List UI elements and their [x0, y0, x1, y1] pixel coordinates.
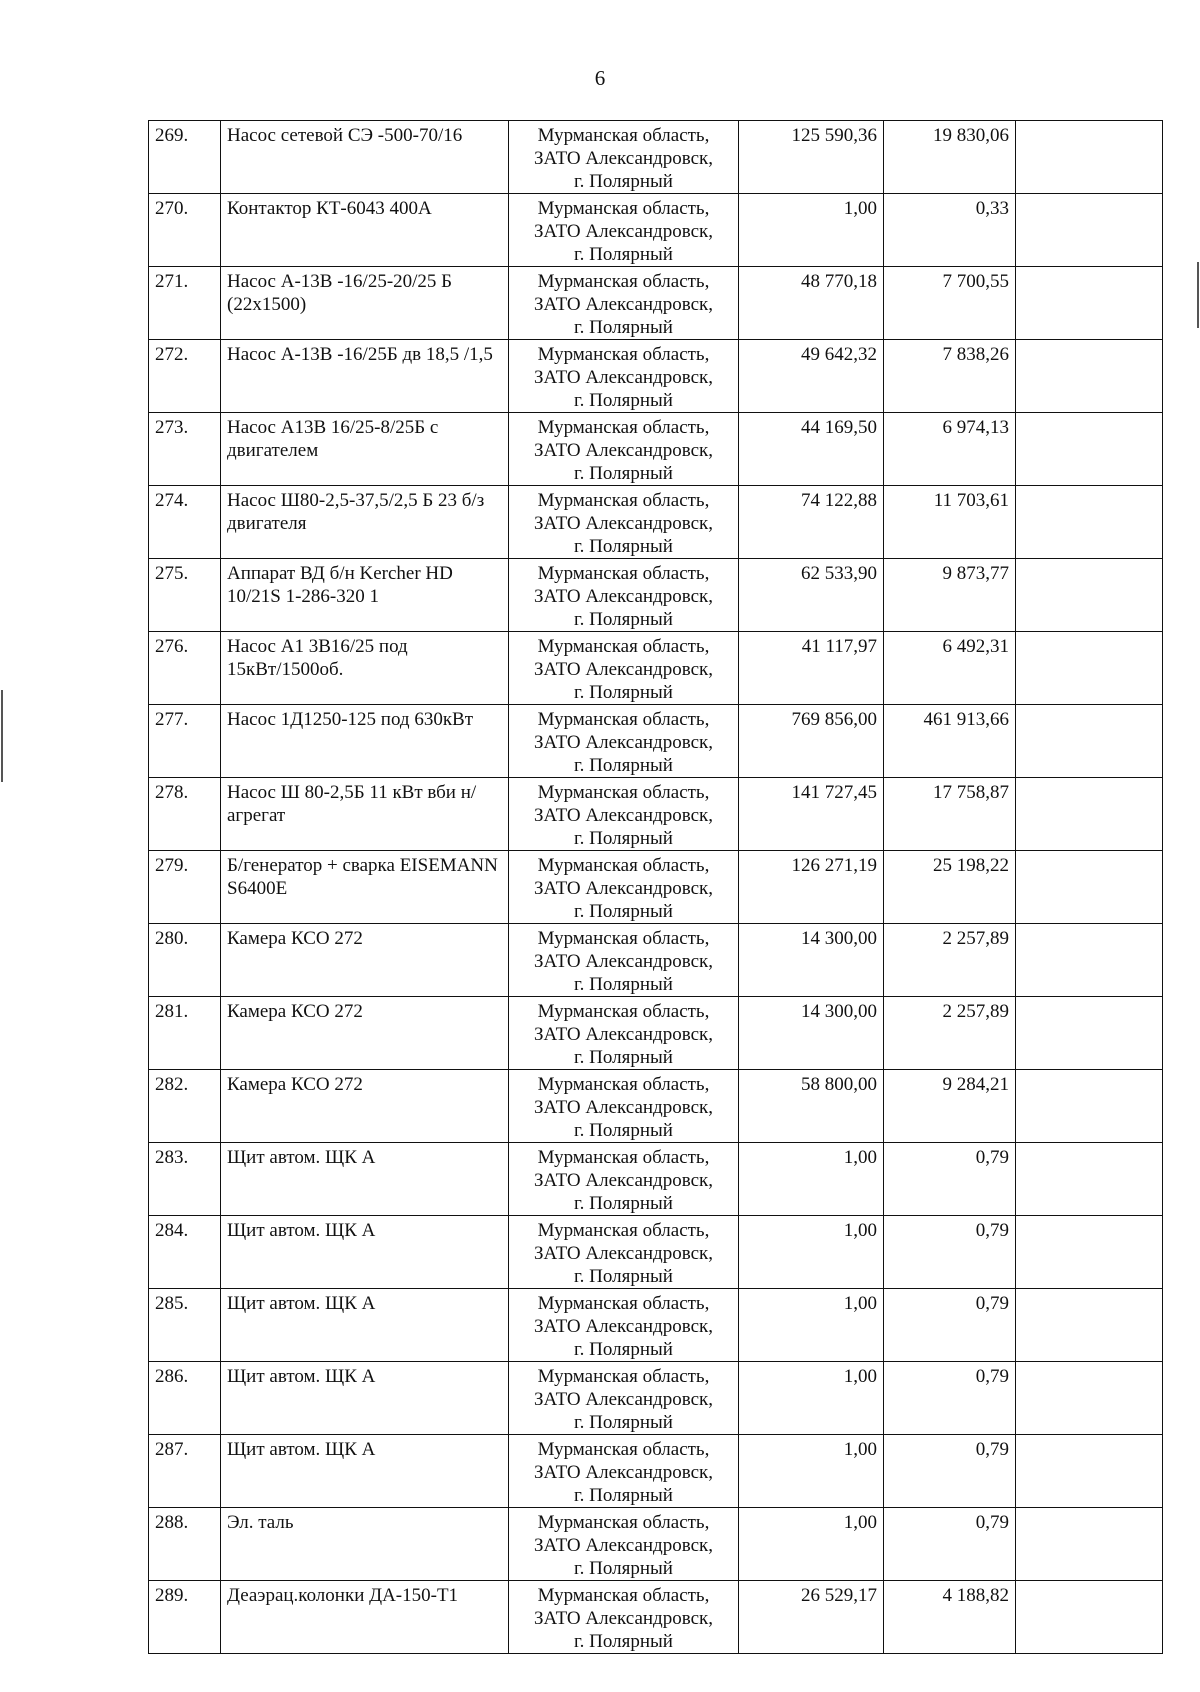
item-address	[509, 267, 739, 340]
table-row	[149, 1070, 1163, 1143]
scan-edge-mark-left	[1, 690, 3, 782]
table-row	[149, 486, 1163, 559]
item-address	[509, 340, 739, 413]
table-row	[149, 1362, 1163, 1435]
book-value: 1,00	[739, 1435, 884, 1508]
address-line: ЗАТО Александровск,	[534, 732, 713, 753]
table-row	[149, 632, 1163, 705]
address-line: г. Полярный	[574, 536, 673, 557]
book-value: 125 590,36	[739, 121, 884, 194]
residual-value: 25 198,22	[884, 851, 1016, 924]
book-value: 126 271,19	[739, 851, 884, 924]
row-number: 274.	[149, 486, 221, 559]
item-name: Камера КСО 272	[221, 924, 509, 997]
address-line: г. Полярный	[574, 1339, 673, 1360]
address-line: г. Полярный	[574, 390, 673, 411]
row-number: 281.	[149, 997, 221, 1070]
address-line: Мурманская область,	[537, 1074, 710, 1095]
item-address	[509, 1508, 739, 1581]
address-line: Мурманская область,	[537, 855, 710, 876]
residual-value: 4 188,82	[884, 1581, 1016, 1654]
item-name: Деаэрац.колонки ДА-150-Т1	[221, 1581, 509, 1654]
row-number: 284.	[149, 1216, 221, 1289]
address-line: ЗАТО Александровск,	[534, 1243, 713, 1264]
item-name: Насос сетевой СЭ -500-70/16	[221, 121, 509, 194]
empty-cell	[1016, 413, 1163, 486]
residual-value: 0,79	[884, 1362, 1016, 1435]
address-line: г. Полярный	[574, 1266, 673, 1287]
empty-cell	[1016, 1362, 1163, 1435]
table-row	[149, 1581, 1163, 1654]
address-line: Мурманская область,	[537, 636, 710, 657]
address-line: ЗАТО Александровск,	[534, 659, 713, 680]
book-value: 48 770,18	[739, 267, 884, 340]
empty-cell	[1016, 1289, 1163, 1362]
table-row	[149, 1216, 1163, 1289]
row-number: 275.	[149, 559, 221, 632]
address-line: Мурманская область,	[537, 1147, 710, 1168]
address-line: ЗАТО Александровск,	[534, 586, 713, 607]
address-line: г. Полярный	[574, 171, 673, 192]
item-name: Щит автом. ЩК А	[221, 1362, 509, 1435]
item-address	[509, 1289, 739, 1362]
empty-cell	[1016, 121, 1163, 194]
row-number: 287.	[149, 1435, 221, 1508]
book-value: 1,00	[739, 1143, 884, 1216]
empty-cell	[1016, 1070, 1163, 1143]
empty-cell	[1016, 1143, 1163, 1216]
item-address	[509, 486, 739, 559]
book-value: 14 300,00	[739, 924, 884, 997]
empty-cell	[1016, 1435, 1163, 1508]
book-value: 41 117,97	[739, 632, 884, 705]
item-address	[509, 632, 739, 705]
table-row	[149, 194, 1163, 267]
row-number: 270.	[149, 194, 221, 267]
empty-cell	[1016, 267, 1163, 340]
table-row	[149, 851, 1163, 924]
item-address	[509, 1362, 739, 1435]
table-row	[149, 340, 1163, 413]
row-number: 273.	[149, 413, 221, 486]
table-row	[149, 559, 1163, 632]
empty-cell	[1016, 486, 1163, 559]
item-name: Камера КСО 272	[221, 1070, 509, 1143]
address-line: г. Полярный	[574, 1193, 673, 1214]
row-number: 279.	[149, 851, 221, 924]
residual-value: 7 700,55	[884, 267, 1016, 340]
item-name: Камера КСО 272	[221, 997, 509, 1070]
book-value: 62 533,90	[739, 559, 884, 632]
empty-cell	[1016, 851, 1163, 924]
item-address	[509, 924, 739, 997]
row-number: 276.	[149, 632, 221, 705]
row-number: 283.	[149, 1143, 221, 1216]
residual-value: 6 974,13	[884, 413, 1016, 486]
address-line: ЗАТО Александровск,	[534, 367, 713, 388]
empty-cell	[1016, 340, 1163, 413]
table-row	[149, 778, 1163, 851]
item-address	[509, 413, 739, 486]
address-line: ЗАТО Александровск,	[534, 1535, 713, 1556]
row-number: 288.	[149, 1508, 221, 1581]
residual-value: 2 257,89	[884, 924, 1016, 997]
table-row	[149, 413, 1163, 486]
address-line: Мурманская область,	[537, 125, 710, 146]
item-address	[509, 705, 739, 778]
address-line: г. Полярный	[574, 1412, 673, 1433]
address-line: г. Полярный	[574, 609, 673, 630]
address-line: Мурманская область,	[537, 271, 710, 292]
residual-value: 0,33	[884, 194, 1016, 267]
item-name: Насос А1 3В16/25 под 15кВт/1500об.	[221, 632, 509, 705]
address-line: Мурманская область,	[537, 417, 710, 438]
empty-cell	[1016, 1508, 1163, 1581]
scan-edge-mark-right	[1197, 262, 1199, 328]
row-number: 286.	[149, 1362, 221, 1435]
address-line: ЗАТО Александровск,	[534, 148, 713, 169]
book-value: 44 169,50	[739, 413, 884, 486]
residual-value: 19 830,06	[884, 121, 1016, 194]
address-line: ЗАТО Александровск,	[534, 1170, 713, 1191]
address-line: г. Полярный	[574, 1558, 673, 1579]
row-number: 271.	[149, 267, 221, 340]
address-line: г. Полярный	[574, 1631, 673, 1652]
address-line: Мурманская область,	[537, 709, 710, 730]
item-address	[509, 559, 739, 632]
item-address	[509, 778, 739, 851]
address-line: Мурманская область,	[537, 1439, 710, 1460]
empty-cell	[1016, 924, 1163, 997]
item-address	[509, 1143, 739, 1216]
book-value: 141 727,45	[739, 778, 884, 851]
address-line: ЗАТО Александровск,	[534, 1097, 713, 1118]
address-line: ЗАТО Александровск,	[534, 1316, 713, 1337]
empty-cell	[1016, 1216, 1163, 1289]
item-name: Контактор КТ-6043 400А	[221, 194, 509, 267]
residual-value: 11 703,61	[884, 486, 1016, 559]
item-name: Насос Ш 80-2,5Б 11 кВт вби н/агрегат	[221, 778, 509, 851]
row-number: 289.	[149, 1581, 221, 1654]
book-value: 1,00	[739, 1508, 884, 1581]
table-row	[149, 997, 1163, 1070]
address-line: Мурманская область,	[537, 1293, 710, 1314]
address-line: ЗАТО Александровск,	[534, 1462, 713, 1483]
book-value: 769 856,00	[739, 705, 884, 778]
item-address	[509, 121, 739, 194]
book-value: 1,00	[739, 1216, 884, 1289]
address-line: г. Полярный	[574, 1120, 673, 1141]
row-number: 272.	[149, 340, 221, 413]
item-address	[509, 1216, 739, 1289]
address-line: г. Полярный	[574, 682, 673, 703]
table-row	[149, 1143, 1163, 1216]
residual-value: 0,79	[884, 1289, 1016, 1362]
residual-value: 0,79	[884, 1143, 1016, 1216]
table-row	[149, 1289, 1163, 1362]
address-line: ЗАТО Александровск,	[534, 294, 713, 315]
book-value: 1,00	[739, 194, 884, 267]
address-line: Мурманская область,	[537, 198, 710, 219]
item-address	[509, 1581, 739, 1654]
book-value: 74 122,88	[739, 486, 884, 559]
address-line: Мурманская область,	[537, 1220, 710, 1241]
residual-value: 2 257,89	[884, 997, 1016, 1070]
address-line: г. Полярный	[574, 1485, 673, 1506]
residual-value: 461 913,66	[884, 705, 1016, 778]
item-name: Насос А-13В -16/25Б дв 18,5 /1,5	[221, 340, 509, 413]
address-line: Мурманская область,	[537, 563, 710, 584]
address-line: Мурманская область,	[537, 1366, 710, 1387]
address-line: ЗАТО Александровск,	[534, 1389, 713, 1410]
residual-value: 0,79	[884, 1216, 1016, 1289]
address-line: г. Полярный	[574, 974, 673, 995]
empty-cell	[1016, 1581, 1163, 1654]
table-row	[149, 1435, 1163, 1508]
item-address	[509, 1070, 739, 1143]
row-number: 278.	[149, 778, 221, 851]
item-address	[509, 1435, 739, 1508]
residual-value: 9 284,21	[884, 1070, 1016, 1143]
address-line: г. Полярный	[574, 463, 673, 484]
address-line: Мурманская область,	[537, 782, 710, 803]
address-line: ЗАТО Александровск,	[534, 1024, 713, 1045]
page-number: 6	[594, 66, 606, 90]
item-name: Насос А13В 16/25-8/25Б с двигателем	[221, 413, 509, 486]
row-number: 277.	[149, 705, 221, 778]
item-name: Насос Ш80-2,5-37,5/2,5 Б 23 б/з двигателя	[221, 486, 509, 559]
table-row	[149, 121, 1163, 194]
address-line: ЗАТО Александровск,	[534, 805, 713, 826]
table-row	[149, 1508, 1163, 1581]
empty-cell	[1016, 705, 1163, 778]
book-value: 1,00	[739, 1362, 884, 1435]
item-name: Щит автом. ЩК А	[221, 1143, 509, 1216]
residual-value: 6 492,31	[884, 632, 1016, 705]
address-line: ЗАТО Александровск,	[534, 440, 713, 461]
book-value: 26 529,17	[739, 1581, 884, 1654]
table-row	[149, 705, 1163, 778]
address-line: ЗАТО Александровск,	[534, 513, 713, 534]
address-line: г. Полярный	[574, 755, 673, 776]
residual-value: 17 758,87	[884, 778, 1016, 851]
address-line: г. Полярный	[574, 1047, 673, 1068]
item-name: Б/генератор + сварка EISEMANN S6400E	[221, 851, 509, 924]
residual-value: 0,79	[884, 1508, 1016, 1581]
residual-value: 9 873,77	[884, 559, 1016, 632]
empty-cell	[1016, 778, 1163, 851]
address-line: Мурманская область,	[537, 344, 710, 365]
item-name: Насос 1Д1250-125 под 630кВт	[221, 705, 509, 778]
empty-cell	[1016, 997, 1163, 1070]
row-number: 285.	[149, 1289, 221, 1362]
address-line: ЗАТО Александровск,	[534, 951, 713, 972]
inventory-table-body	[149, 121, 1163, 1654]
item-name: Щит автом. ЩК А	[221, 1289, 509, 1362]
address-line: г. Полярный	[574, 828, 673, 849]
empty-cell	[1016, 632, 1163, 705]
item-name: Щит автом. ЩК А	[221, 1216, 509, 1289]
empty-cell	[1016, 559, 1163, 632]
address-line: Мурманская область,	[537, 1585, 710, 1606]
item-name: Щит автом. ЩК А	[221, 1435, 509, 1508]
item-address	[509, 851, 739, 924]
address-line: Мурманская область,	[537, 1512, 710, 1533]
table-row	[149, 924, 1163, 997]
residual-value: 7 838,26	[884, 340, 1016, 413]
address-line: Мурманская область,	[537, 1001, 710, 1022]
address-line: г. Полярный	[574, 901, 673, 922]
book-value: 49 642,32	[739, 340, 884, 413]
address-line: г. Полярный	[574, 317, 673, 338]
address-line: ЗАТО Александровск,	[534, 1608, 713, 1629]
residual-value: 0,79	[884, 1435, 1016, 1508]
address-line: Мурманская область,	[537, 490, 710, 511]
row-number: 280.	[149, 924, 221, 997]
item-address	[509, 997, 739, 1070]
address-line: Мурманская область,	[537, 928, 710, 949]
address-line: г. Полярный	[574, 244, 673, 265]
book-value: 1,00	[739, 1289, 884, 1362]
empty-cell	[1016, 194, 1163, 267]
item-name: Аппарат ВД б/н Kercher HD 10/21S 1-286-320 1	[221, 559, 509, 632]
inventory-table	[148, 120, 1163, 1654]
table-row	[149, 267, 1163, 340]
row-number: 269.	[149, 121, 221, 194]
address-line: ЗАТО Александровск,	[534, 221, 713, 242]
row-number: 282.	[149, 1070, 221, 1143]
item-name: Эл. таль	[221, 1508, 509, 1581]
item-address	[509, 194, 739, 267]
address-line: ЗАТО Александровск,	[534, 878, 713, 899]
book-value: 14 300,00	[739, 997, 884, 1070]
item-name: Насос А-13В -16/25-20/25 Б (22x1500)	[221, 267, 509, 340]
book-value: 58 800,00	[739, 1070, 884, 1143]
